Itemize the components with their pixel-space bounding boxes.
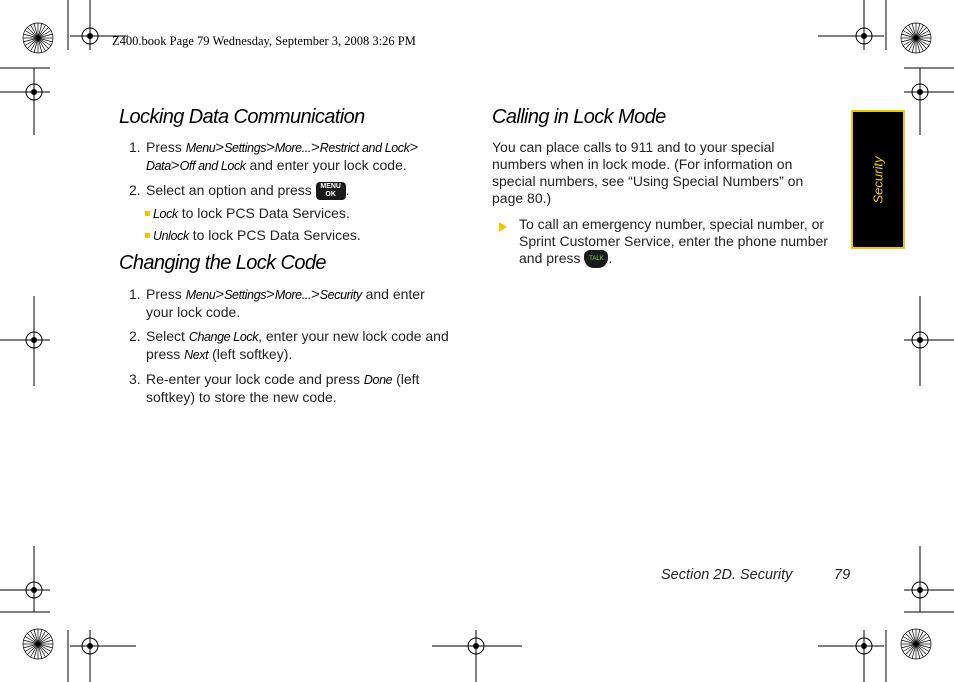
step-text: , enter your new lock code and [258, 328, 449, 344]
tip-line: Sprint Customer Service, enter the phone number [519, 233, 828, 249]
softkey-done: Done [363, 373, 393, 387]
menu-path-menu: Menu [185, 141, 216, 155]
menu-path-off-lock: Off and Lock [179, 159, 246, 173]
menu-path-data: Data [146, 159, 171, 173]
bullet-text: to lock PCS Data Services. [181, 205, 350, 221]
step-text: Select an option and press [146, 182, 312, 198]
menu-path-restrict: Restrict and Lock [319, 141, 410, 155]
tip-line: To call an emergency number, special number, or [519, 216, 825, 232]
menu-path-settings: Settings [224, 288, 267, 302]
paragraph-line: You can place calls to 911 and to your special [492, 139, 775, 155]
step-text: press [146, 346, 181, 362]
step-number: 2. [129, 328, 141, 344]
paragraph-line: numbers when in lock mode. (For information on [492, 156, 793, 172]
heading-locking-data: Locking Data Communication [119, 106, 365, 128]
tip-line: and press [519, 250, 581, 266]
heading-calling-lock-mode: Calling in Lock Mode [492, 106, 666, 128]
step-text: and enter your lock code. [249, 157, 407, 173]
bullet-lock [153, 205, 350, 223]
bullet-text: to lock PCS Data Services. [192, 227, 361, 243]
menu-path-more: More... [274, 141, 311, 155]
step-text: and enter [365, 286, 425, 302]
step-text: (left [396, 371, 420, 387]
step-text: Re-enter your lock code and press [146, 371, 360, 387]
heading-changing-lock-code: Changing the Lock Code [119, 252, 326, 274]
step-number: 3. [129, 371, 141, 387]
step-text: your lock code. [146, 304, 241, 320]
tip-line: . [608, 250, 613, 266]
tip-arrow-icon [499, 222, 507, 232]
softkey-next: Next [184, 348, 209, 362]
section-tab [851, 110, 905, 249]
bullet-icon [145, 233, 150, 238]
emergency-call-tip [519, 216, 844, 268]
step-text: softkey) to store the new code. [146, 389, 337, 405]
paragraph-line: special numbers, see “Using Special Numbers” on [492, 173, 804, 189]
print-header-line: Z400.book Page 79 Wednesday, September 3, 2008 3:26 PM [112, 34, 416, 48]
option-lock: Lock [153, 207, 178, 221]
step-number: 1. [129, 286, 141, 302]
step-text: Select [146, 328, 185, 344]
menu-path-menu: Menu [185, 288, 216, 302]
option-change-lock: Change Lock [188, 330, 259, 344]
paragraph-line: page 80.) [492, 190, 552, 206]
step-number: 2. [129, 182, 141, 198]
step-text: Press [146, 139, 182, 155]
step-text: (left softkey). [212, 346, 293, 362]
talk-key-icon: TALK [584, 250, 608, 268]
section-tab-label: Security [870, 156, 886, 203]
step-text: . [345, 182, 350, 198]
bullet-unlock [153, 227, 361, 245]
option-unlock: Unlock [153, 229, 189, 243]
menu-path-security: Security [319, 288, 362, 302]
footer-section-label: Section 2D. Security [661, 567, 793, 583]
footer-page-number: 79 [834, 567, 851, 583]
menu-ok-key-icon: MENU OK [316, 182, 346, 200]
step-text: Press [146, 286, 182, 302]
lock-mode-paragraph [492, 139, 837, 207]
step-number: 1. [129, 139, 141, 155]
bullet-icon [145, 211, 150, 216]
menu-path-more: More... [274, 288, 311, 302]
menu-path-settings: Settings [224, 141, 267, 155]
